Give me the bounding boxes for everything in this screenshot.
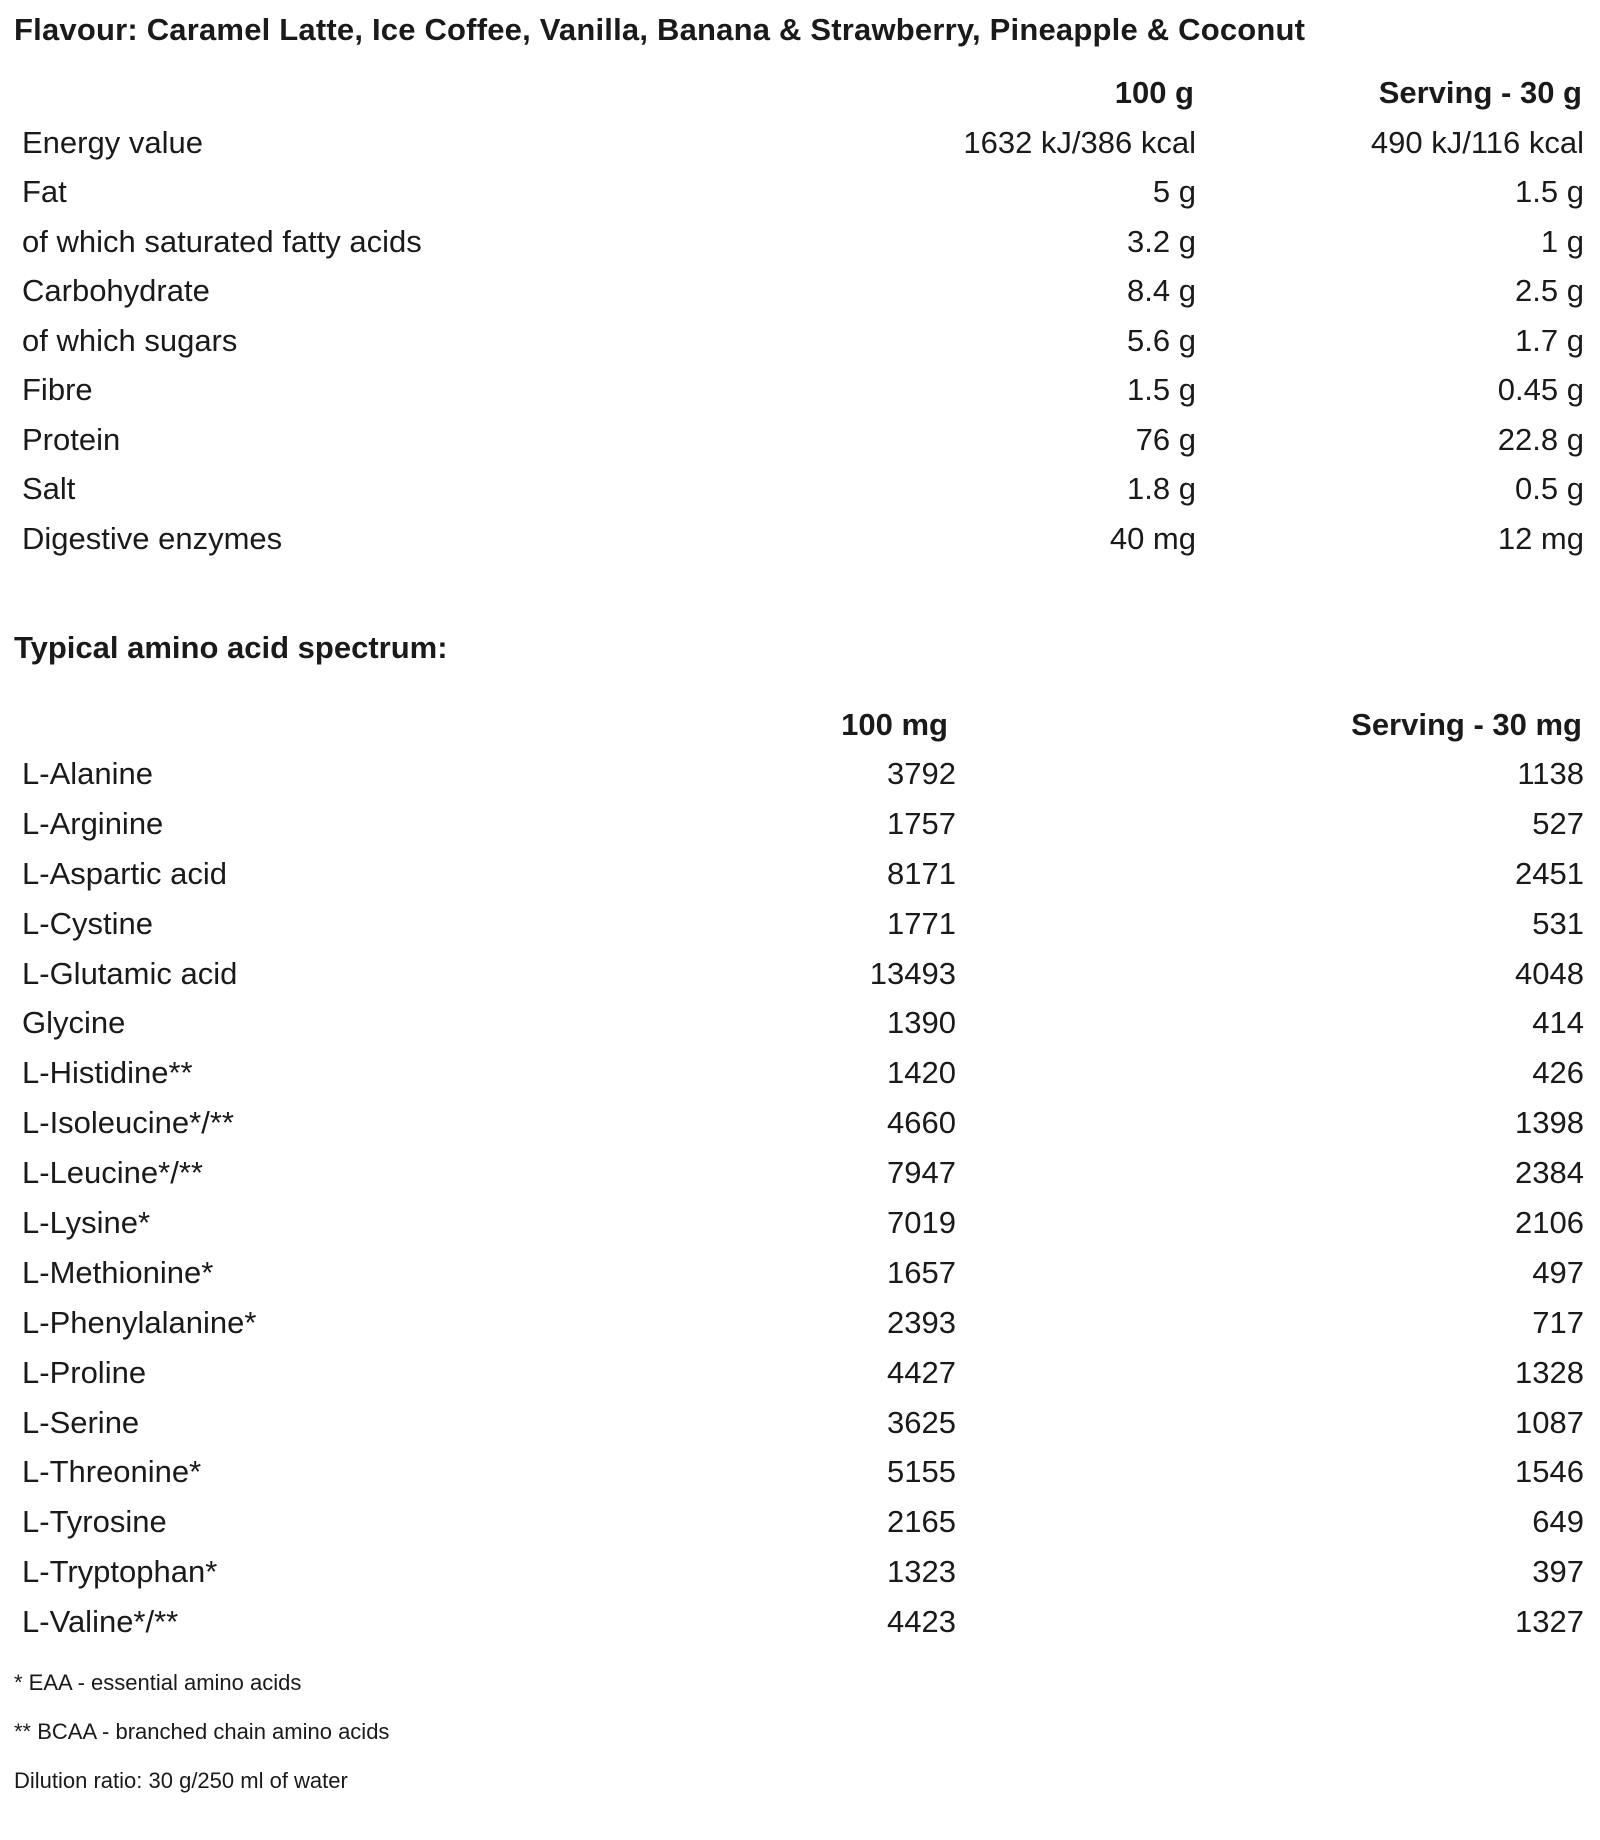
nutrition-row-per100: 76 g xyxy=(1135,421,1196,457)
amino-header-spacer xyxy=(14,700,734,749)
table-row xyxy=(14,118,1592,168)
nutrition-row-serving: 0.45 g xyxy=(1497,372,1584,408)
table-row xyxy=(14,749,1592,799)
amino-row-label: L-Isoleucine*/** xyxy=(22,1105,234,1141)
nutrition-row-per100: 8.4 g xyxy=(1127,273,1196,309)
amino-row-label: L-Tyrosine xyxy=(22,1504,167,1540)
amino-row-label: L-Tryptophan* xyxy=(22,1554,218,1590)
amino-row-serving: 414 xyxy=(1532,1005,1584,1041)
amino-row-per100: 4660 xyxy=(887,1105,956,1141)
amino-row-serving: 2384 xyxy=(1515,1155,1584,1191)
nutrition-row-serving: 1 g xyxy=(1540,223,1584,259)
nutrition-row-label: of which saturated fatty acids xyxy=(22,223,422,259)
amino-row-label: L-Alanine xyxy=(22,755,153,791)
table-row xyxy=(14,1148,1592,1198)
nutrition-row-serving: 22.8 g xyxy=(1497,421,1584,457)
amino-row-label: L-Glutamic acid xyxy=(22,955,238,991)
amino-row-serving: 497 xyxy=(1532,1254,1584,1290)
table-row xyxy=(14,316,1592,366)
nutrition-col-100g: 100 g xyxy=(1114,75,1194,110)
table-row xyxy=(14,949,1592,999)
amino-row-serving: 527 xyxy=(1532,805,1584,841)
table-row xyxy=(14,465,1592,515)
amino-section-title: Typical amino acid spectrum: xyxy=(14,630,448,665)
amino-row-label: L-Proline xyxy=(22,1354,147,1390)
amino-row-per100: 2165 xyxy=(887,1504,956,1540)
nutrition-row-serving: 2.5 g xyxy=(1515,273,1584,309)
nutrition-row-label: Protein xyxy=(22,421,121,457)
footnote-dilution: Dilution ratio: 30 g/250 ml of water xyxy=(14,1768,348,1793)
amino-col-100mg: 100 mg xyxy=(841,706,948,742)
amino-row-per100: 4427 xyxy=(887,1354,956,1390)
amino-row-per100: 3792 xyxy=(887,755,956,791)
table-row xyxy=(14,1198,1592,1248)
nutrition-row-label: Carbohydrate xyxy=(22,273,210,309)
amino-row-label: L-Arginine xyxy=(22,805,164,841)
amino-row-serving: 2106 xyxy=(1515,1204,1584,1240)
amino-row-label: Glycine xyxy=(22,1005,126,1041)
nutrition-row-per100: 5.6 g xyxy=(1127,322,1196,358)
amino-row-label: L-Methionine* xyxy=(22,1254,214,1290)
nutrition-row-label: of which sugars xyxy=(22,322,238,358)
nutrition-row-serving: 1.7 g xyxy=(1515,322,1584,358)
table-row xyxy=(14,1547,1592,1597)
table-row xyxy=(14,1298,1592,1348)
amino-row-per100: 1757 xyxy=(887,805,956,841)
amino-col-serving: Serving - 30 mg xyxy=(1351,706,1582,742)
amino-row-per100: 2393 xyxy=(887,1304,956,1340)
footnote-eaa: * EAA - essential amino acids xyxy=(14,1670,302,1695)
table-row xyxy=(14,998,1592,1048)
nutrition-table xyxy=(14,68,1592,564)
nutrition-row-label: Fibre xyxy=(22,372,93,408)
nutrition-row-label: Energy value xyxy=(22,124,203,160)
table-row xyxy=(14,1398,1592,1448)
amino-row-label: L-Histidine** xyxy=(22,1055,193,1091)
nutrition-header-row xyxy=(14,68,1592,118)
nutrition-row-per100: 5 g xyxy=(1152,174,1196,210)
amino-header-row xyxy=(14,700,1592,749)
amino-row-serving: 426 xyxy=(1532,1055,1584,1091)
amino-row-per100: 7019 xyxy=(887,1204,956,1240)
amino-row-label: L-Valine*/** xyxy=(22,1604,179,1640)
nutrition-row-per100: 40 mg xyxy=(1109,520,1196,556)
amino-row-serving: 1546 xyxy=(1515,1454,1584,1490)
amino-row-serving: 1398 xyxy=(1515,1105,1584,1141)
table-row xyxy=(14,1447,1592,1497)
table-row xyxy=(14,899,1592,949)
table-row xyxy=(14,1098,1592,1148)
table-row xyxy=(14,217,1592,267)
nutrition-col-serving: Serving - 30 g xyxy=(1378,75,1582,110)
amino-row-label: L-Serine xyxy=(22,1404,140,1440)
table-row xyxy=(14,1597,1592,1647)
nutrition-row-serving: 490 kJ/116 kcal xyxy=(1370,124,1584,160)
flavour-line: Flavour: Caramel Latte, Ice Coffee, Vanilla, Banana & Strawberry, Pineapple & Coconut xyxy=(14,12,1306,47)
table-row xyxy=(14,366,1592,416)
amino-row-per100: 4423 xyxy=(887,1604,956,1640)
amino-row-per100: 1323 xyxy=(887,1554,956,1590)
amino-row-per100: 13493 xyxy=(869,955,956,991)
nutrition-row-label: Digestive enzymes xyxy=(22,520,283,556)
amino-row-serving: 1138 xyxy=(1517,755,1584,791)
nutrition-row-per100: 3.2 g xyxy=(1127,223,1196,259)
table-row xyxy=(14,415,1592,465)
amino-row-per100: 5155 xyxy=(887,1454,956,1490)
amino-row-serving: 397 xyxy=(1532,1554,1584,1590)
nutrition-header-spacer xyxy=(14,68,834,118)
amino-row-serving: 1087 xyxy=(1515,1404,1584,1440)
table-row xyxy=(14,1348,1592,1398)
nutrition-row-label: Salt xyxy=(22,471,76,507)
nutrition-row-label: Fat xyxy=(22,174,67,210)
amino-row-serving: 1327 xyxy=(1515,1604,1584,1640)
table-row xyxy=(14,267,1592,317)
nutrition-row-serving: 1.5 g xyxy=(1515,174,1584,210)
table-row xyxy=(14,1248,1592,1298)
amino-row-per100: 1390 xyxy=(887,1005,956,1041)
amino-row-label: L-Cystine xyxy=(22,905,153,941)
footnote-bcaa: ** BCAA - branched chain amino acids xyxy=(14,1719,390,1744)
nutrition-row-serving: 0.5 g xyxy=(1515,471,1584,507)
table-row xyxy=(14,1497,1592,1547)
table-row xyxy=(14,799,1592,849)
amino-row-label: L-Phenylalanine* xyxy=(22,1304,257,1340)
nutrition-row-serving: 12 mg xyxy=(1497,520,1584,556)
amino-row-label: L-Leucine*/** xyxy=(22,1155,203,1191)
amino-row-serving: 717 xyxy=(1532,1304,1584,1340)
amino-row-serving: 649 xyxy=(1532,1504,1584,1540)
amino-row-label: L-Aspartic acid xyxy=(22,855,228,891)
amino-row-serving: 2451 xyxy=(1515,855,1584,891)
nutrition-row-per100: 1.5 g xyxy=(1127,372,1196,408)
amino-row-label: L-Lysine* xyxy=(22,1204,151,1240)
amino-row-per100: 8171 xyxy=(887,855,956,891)
amino-row-per100: 3625 xyxy=(887,1404,956,1440)
amino-row-serving: 531 xyxy=(1532,905,1584,941)
table-row xyxy=(14,514,1592,564)
amino-row-per100: 1657 xyxy=(887,1254,956,1290)
table-row xyxy=(14,1048,1592,1098)
amino-row-serving: 4048 xyxy=(1515,955,1584,991)
table-row xyxy=(14,168,1592,218)
amino-acid-table xyxy=(14,700,1592,1647)
nutrition-row-per100: 1.8 g xyxy=(1127,471,1196,507)
amino-row-per100: 7947 xyxy=(887,1155,956,1191)
amino-row-per100: 1771 xyxy=(887,905,956,941)
amino-row-per100: 1420 xyxy=(887,1055,956,1091)
table-row xyxy=(14,849,1592,899)
amino-row-serving: 1328 xyxy=(1515,1354,1584,1390)
amino-row-label: L-Threonine* xyxy=(22,1454,202,1490)
nutrition-row-per100: 1632 kJ/386 kcal xyxy=(963,124,1196,160)
